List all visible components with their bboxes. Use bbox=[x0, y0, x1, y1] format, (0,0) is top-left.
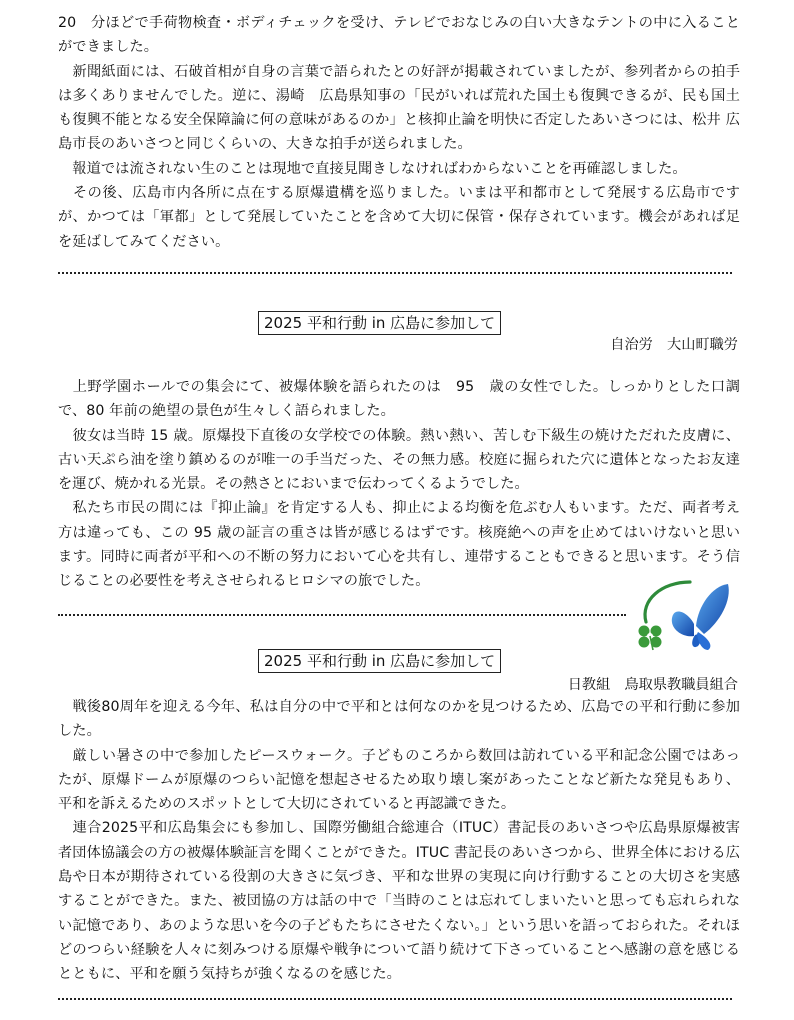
article2-paragraph-2: 厳しい暑さの中で参加したピースウォーク。子どものころから数回は訪れている平和記念公園ではあったが、原爆ドームが原爆のつらい記憶を想起させるため取り壊し案があったことなど新たな発見もあり、平和を訴えるためのスポットとして大切にされていると再認識できた。 bbox=[58, 747, 740, 813]
article2-text bbox=[58, 695, 740, 987]
article1-paragraph-2: 彼女は当時 15 歳。原爆投下直後の女学校での体験。熱い熱い、苦しむ下級生の焼けただれた皮膚に、古い天ぷら油を塗り鎮めるのが唯一の手当だった、その無力感。校庭に掘られた穴に遺体となったお友達を運び、焼かれる光景。その熱さとにおいまで伝わってくるようでした。 bbox=[58, 427, 740, 493]
divider-2 bbox=[58, 614, 626, 620]
article1-text bbox=[58, 375, 740, 594]
intro-paragraph-1: 20 分ほどで手荷物検査・ボディチェックを受け、テレビでおなじみの白い大きなテントの中に入ることができました。 bbox=[58, 15, 740, 56]
article2-affiliation: 日教組 鳥取県教職員組合 bbox=[567, 677, 738, 693]
butterfly-icon bbox=[672, 584, 729, 650]
article2-title: 2025 平和行動 in 広島に参加して bbox=[258, 649, 501, 673]
intro-paragraph-3: 報道では流されない生のことは現地で直接見聞きしなければわからないことを再確認しました。 bbox=[58, 160, 687, 177]
peace-logo bbox=[632, 578, 736, 652]
intro-paragraph-4: その後、広島市内各所に点在する原爆遺構を巡りました。いまは平和都市として発展する広島市ですが、かつては「軍都」として発展していたことを含めて大切に保管・保存されています。機会があれば足を延ばしてみてください。 bbox=[58, 185, 740, 250]
article2-paragraph-1: 戦後80周年を迎える今年、私は自分の中で平和とは何なのかを見つけるため、広島での平和行動に参加した。 bbox=[58, 699, 740, 740]
divider-3 bbox=[58, 998, 732, 1004]
article1-title: 2025 平和行動 in 広島に参加して bbox=[258, 311, 501, 335]
article1-affiliation: 自治労 大山町職労 bbox=[610, 337, 738, 353]
divider-1 bbox=[58, 272, 732, 278]
clover-icon bbox=[639, 626, 662, 651]
article1-paragraph-3: 私たち市民の間には『抑止論』を肯定する人も、抑止による均衡を危ぶむ人もいます。ただ、両者考え方は違っても、この 95 歳の証言の重さは皆が感じるはずです。核廃絶への声を止めてはいけないと思います。同時に両者が平和への不断の努力において心を共有し、連帯することもできると思います。そう信じることの必要性を考えさせられるヒロシマの旅でした。 bbox=[58, 500, 740, 590]
article1-paragraph-1: 上野学園ホールでの集会にて、被爆体験を語られたのは 95 歳の女性でした。しっかりとした口調で、80 年前の絶望の景色が生々しく語られました。 bbox=[58, 379, 740, 420]
article2-paragraph-3: 連合2025平和広島集会にも参加し、国際労働組合総連合（ITUC）書記長のあいさつや広島県原爆被害者団体協議会の方の被爆体験証言を聞くことができた。ITUC 書記長のあいさつから、世界全体における広島や日本が期待されている役割の大きさに気づき、平和な世界の実現に向け行動することの大切さを実感することができた。また、被団協の方は話の中で「当時のことは忘れてしまいたいと思っても忘れられない記憶であり、あのような思いを今の子どもたちにさせたくない。」という思いを語っておられた。それほどのつらい経験を人々に刻みつける原爆や戦争について語り続けて下さっていることへ感謝の意を感じるとともに、平和を願う気持ちが強くなるのを感じた。 bbox=[58, 820, 741, 983]
intro-text bbox=[58, 11, 740, 254]
intro-paragraph-2: 新聞紙面には、石破首相が自身の言葉で語られたとの好評が掲載されていましたが、参列者からの拍手は多くありませんでした。逆に、湯崎 広島県知事の「民がいれば荒れた国土も復興できるが、民も国土も復興不能となる安全保障論に何の意味があるのか」と核抑止論を明快に否定したあいさつには、松井 広島市長のあいさつと同じくらいの、大きな拍手が送られました。 bbox=[58, 63, 740, 153]
